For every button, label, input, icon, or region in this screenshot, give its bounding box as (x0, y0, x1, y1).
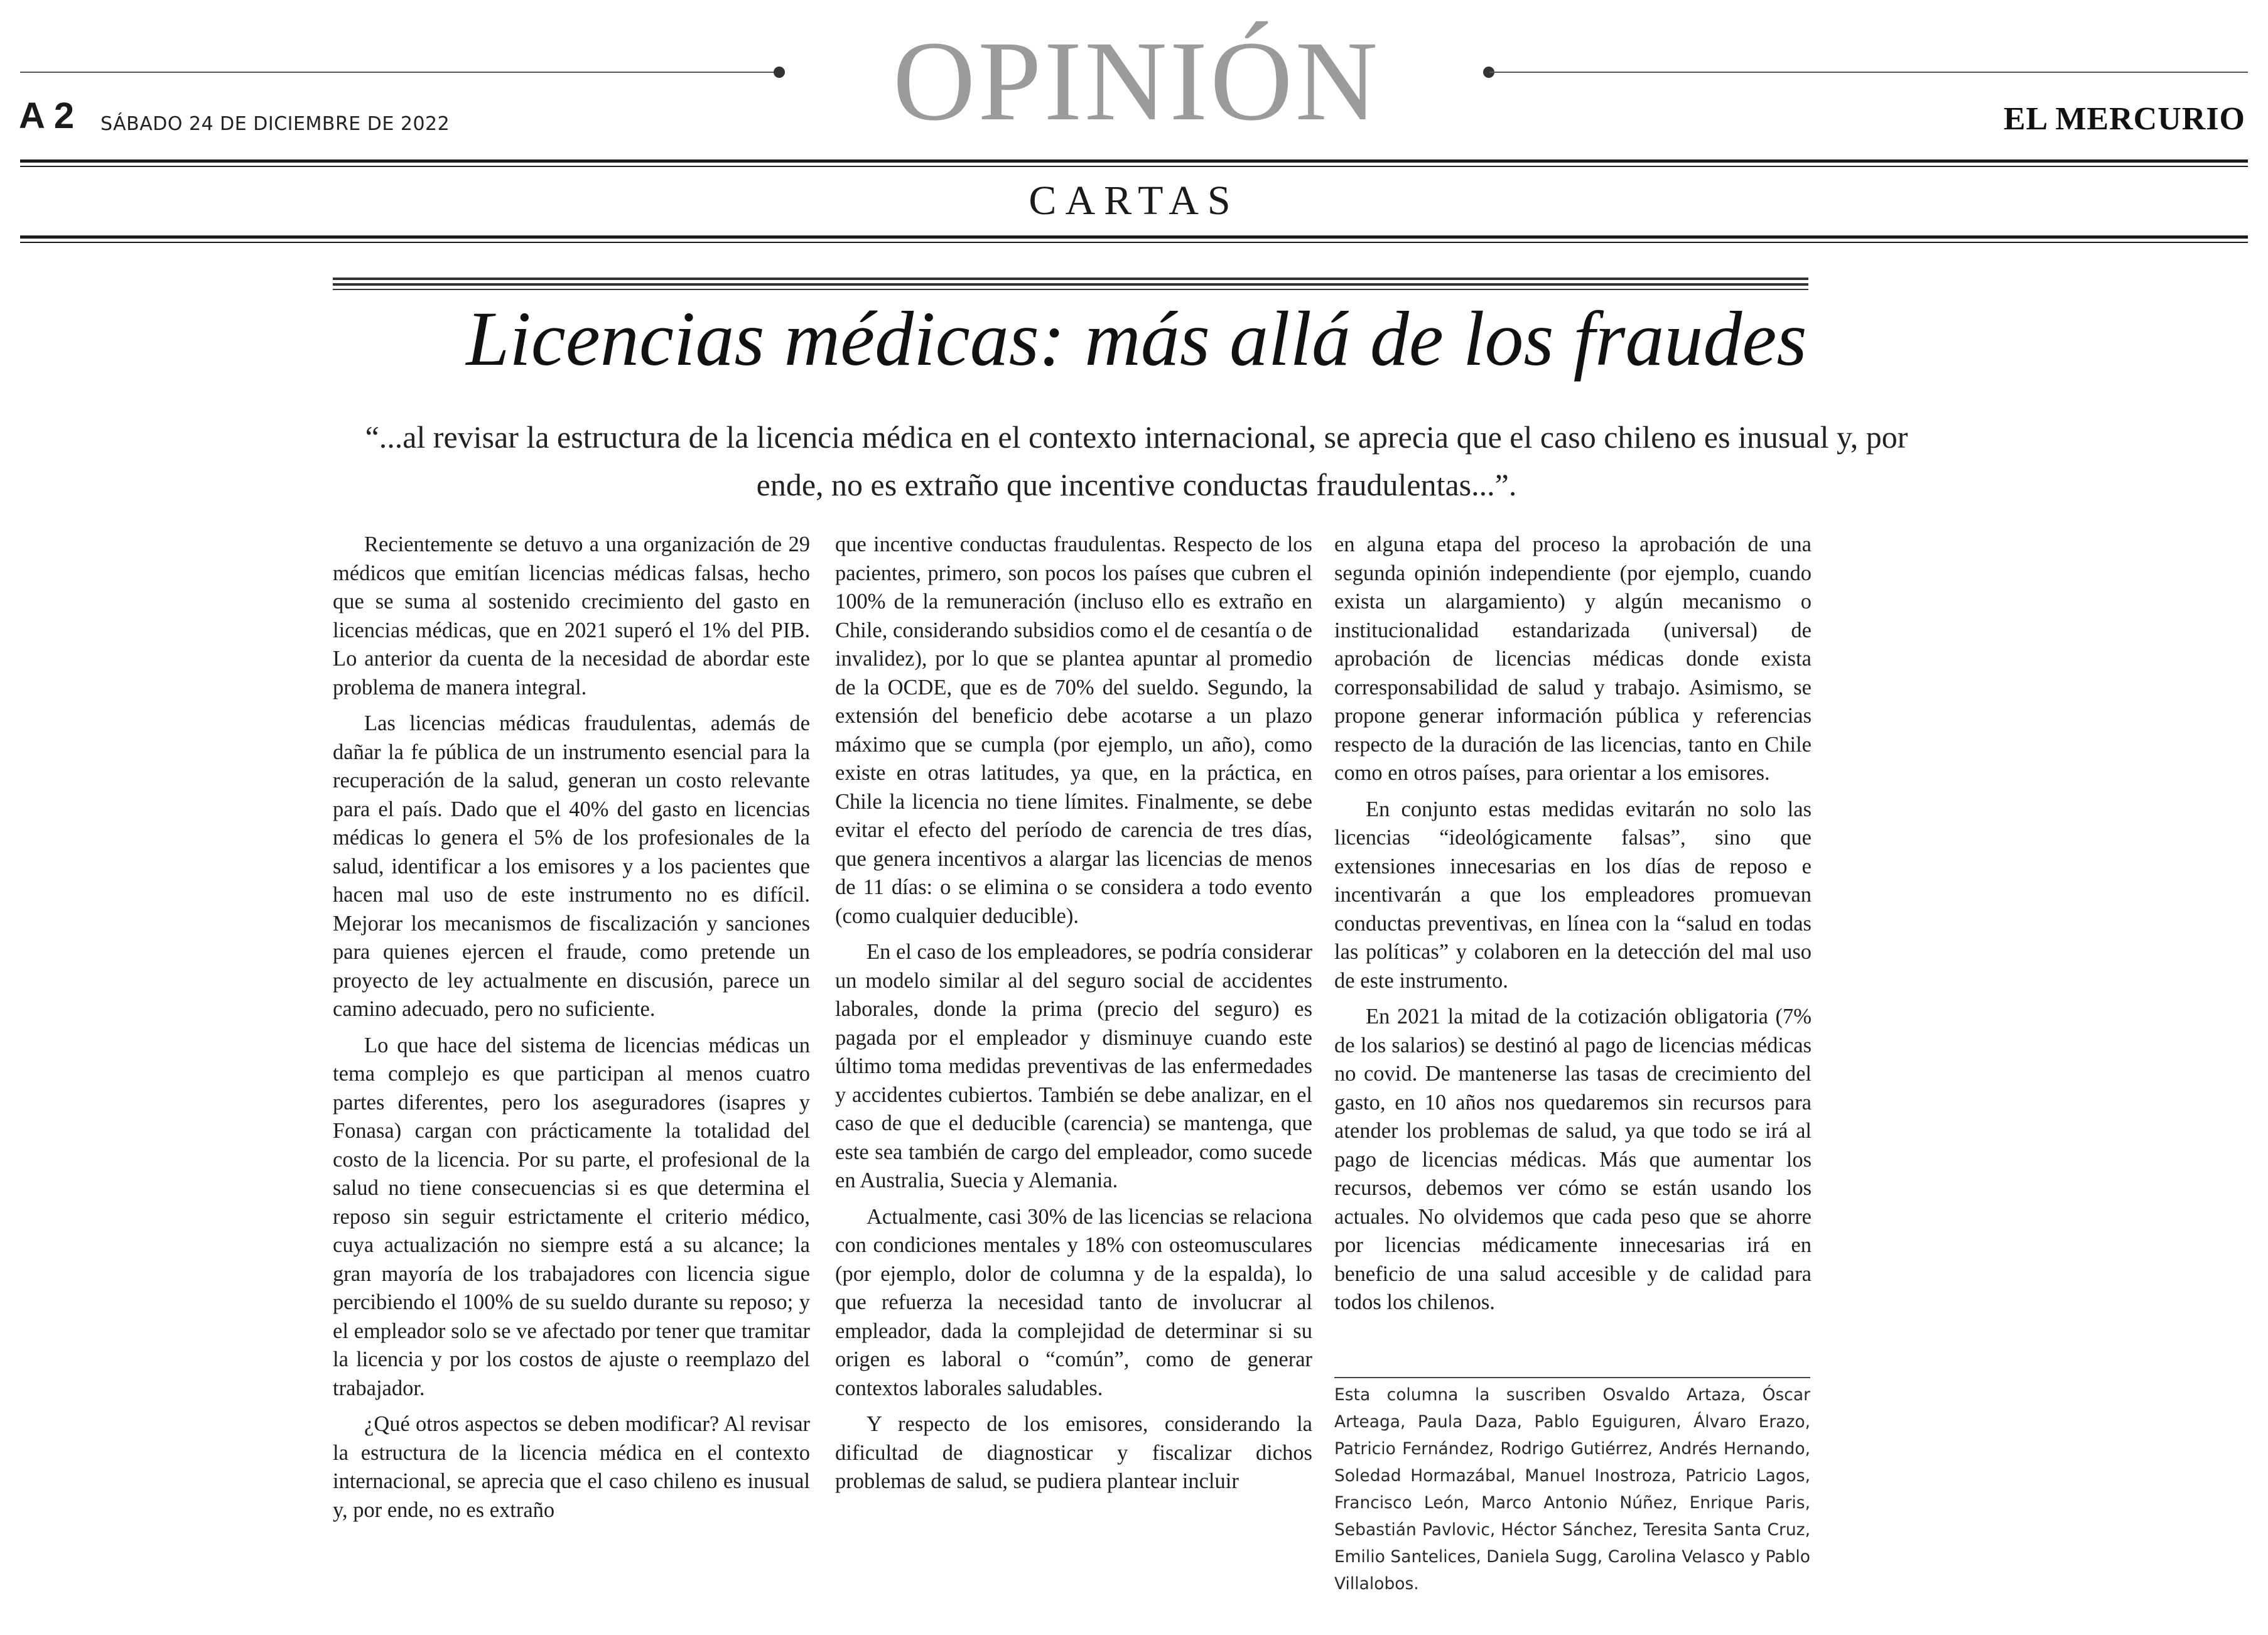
signature-rule (1334, 1377, 1810, 1378)
newspaper-name: EL MERCURIO (2003, 101, 2245, 137)
paragraph: En el caso de los empleadores, se podría considerar un modelo similar al del seguro social de accidentes laborales, donde la prima (precio del seguro) es pagada por el empleador y disminuye cuando este último toma medidas preventivas de las enfermedades y accidentes cubiertos. También se debe analizar, en el caso de que el deducible (carencia) se mantenga, que este sea también de cargo del empleador, como sucede en Australia, Suecia y Alemania. (835, 940, 1312, 1192)
headline-rule-top-2 (333, 283, 1808, 286)
headline-rule-top-3 (333, 289, 1808, 290)
article-deck: “...al revisar la estructura de la licencia médica en el contexto internacional, se aprecia que el caso chileno es inusual y, por ende, no es extraño que incentive conductas fraudulentas...”. (365, 419, 1908, 502)
article-headline: Licencias médicas: más allá de los fraudes (466, 296, 1807, 382)
headline-rule-top (333, 278, 1808, 280)
article-column-1 (333, 531, 810, 1532)
paragraph: que incentive conductas fraudulentas. Respecto de los pacientes, primero, son pocos los países que cubren el 100% de la remuneración (incluso ello es extraño en Chile, considerando subsidios como el de cesantía o de invalidez), por lo que se plantea apuntar al promedio de la OCDE, que es de 70% del sueldo. Segundo, la extensión del beneficio debe acotarse a un plazo máximo que se cumpla (por ejemplo, un año), como existe en otras latitudes, ya que, en la práctica, en Chile la licencia no tiene límites. Finalmente, se debe evitar el efecto del período de carencia de tres días, que genera incentivos a alargar las licencias de menos de 11 días: o se elimina o se considera a todo evento (como cualquier deducible). (835, 532, 1312, 928)
publication-date: SÁBADO 24 DE DICIEMBRE DE 2022 (100, 113, 450, 135)
subsection-title: CARTAS (1029, 178, 1239, 224)
masthead-bar-top-thin (20, 166, 2248, 167)
paragraph: Y respecto de los emisores, considerando la dificultad de diagnosticar y fiscalizar dichos problemas de salud, se pudiera plantear incluir (835, 1412, 1312, 1493)
masthead-bar-bottom-thin (20, 242, 2248, 243)
page-number: A 2 (19, 95, 75, 136)
article-column-3 (1334, 531, 1812, 1325)
paragraph: Actualmente, casi 30% de las licencias se relaciona con condiciones mentales y 18% con osteomusculares (por ejemplo, dolor de columna y de la espalda), lo que refuerza la necesidad tanto de involucrar al empleador, dada la complejidad de determinar si su origen es laboral o “común”, como de generar contextos laborales saludables. (835, 1204, 1312, 1400)
paragraph: Las licencias médicas fraudulentas, además de dañar la fe pública de un instrumento esencial para la recuperación de la salud, generan un costo relevante para el país. Dado que el 40% del gasto en licencias médicas lo genera el 5% de los profesionales de la salud, identificar a los emisores y a los pacientes que hacen mal uso de este instrumento no es difícil. Mejorar los mecanismos de fiscalización y sanciones para quienes ejercen el fraude, como pretende un proyecto de ley actualmente en discusión, parece un camino adecuado, pero no suficiente. (333, 711, 810, 1021)
masthead-bar-bottom (20, 235, 2248, 239)
masthead-bar-top (20, 159, 2248, 163)
paragraph: Lo que hace del sistema de licencias médicas un tema complejo es que participan al menos cuatro partes diferentes, pero los aseguradores (isapres y Fonasa) cargan con prácticamente la totalidad del costo de la licencia. Por su parte, el profesional de la salud no tiene consecuencias si es que determina el reposo sin seguir estrictamente el criterio médico, cuya actualización no siempre está a su alcance; la gran mayoría de los trabajadores con licencia sigue percibiendo el 100% de su sueldo durante su reposo; y el empleador solo se ve afectado por tener que tramitar la licencia y por los costos de ajuste o reemplazo del trabajador. (333, 1033, 810, 1400)
masthead-rule-right (1489, 72, 2248, 73)
paragraph: Recientemente se detuvo a una organización de 29 médicos que emitían licencias médicas falsas, hecho que se suma al sostenido crecimiento del gasto en licencias médicas, que en 2021 superó el 1% del PIB. Lo anterior da cuenta de la necesidad de abordar este problema de manera integral. (333, 532, 810, 699)
masthead-dot-left (774, 67, 785, 78)
article-signature: Esta columna la suscriben Osvaldo Artaza, Óscar Arteaga, Paula Daza, Pablo Eguiguren, Álvaro Erazo, Patricio Fernández, Rodrigo Gutiérrez, Andrés Hernando, Soledad Hormazábal, Manuel Inostroza, Patricio Lagos, Francisco León, Marco Antonio Núñez, Enrique Paris, Sebastián Pavlovic, Héctor Sánchez, Teresita Santa Cruz, Emilio Santelices, Daniela Sugg, Carolina Velasco y Pablo Villalobos. (1334, 1385, 1810, 1594)
paragraph: En 2021 la mitad de la cotización obligatoria (7% de los salarios) se destinó al pago de licencias médicas no covid. De mantenerse las tasas de crecimiento del gasto, en 10 años nos quedaremos sin recursos para atender los problemas de salud, ya que todo se irá al pago de licencias médicas. Más que aumentar los recursos, debemos ver cómo se están usando los actuales. No olvidemos que cada peso que se ahorre por licencias médicamente innecesarias irá en beneficio de una salud accesible y de calidad para todos los chilenos. (1334, 1005, 1812, 1314)
paragraph: En conjunto estas medidas evitarán no solo las licencias “ideológicamente falsas”, sino que extensiones innecesarias en los días de reposo e incentivarán a que los empleadores promuevan conductas preventivas, en línea con la “salud en todas las políticas” y colaboren en la detección del mal uso de este instrumento. (1334, 797, 1812, 993)
masthead-rule-left (20, 72, 780, 73)
paragraph: ¿Qué otros aspectos se deben modificar? Al revisar la estructura de la licencia médica en el contexto internacional, se aprecia que el caso chileno es inusual y, por ende, no es extraño (333, 1412, 810, 1522)
paragraph: en alguna etapa del proceso la aprobación de una segunda opinión independiente (por ejemplo, cuando exista un alargamiento) y algún mecanismo o institucionalidad estandarizada (universal) de aprobación de licencias médicas donde exista corresponsabilidad de salud y trabajo. Asimismo, se propone generar información pública y referencias respecto de la duración de las licencias, tanto en Chile como en otros países, para orientar a los emisores. (1334, 532, 1812, 785)
section-title: OPINIÓN (892, 18, 1381, 144)
article-column-2 (835, 531, 1312, 1504)
